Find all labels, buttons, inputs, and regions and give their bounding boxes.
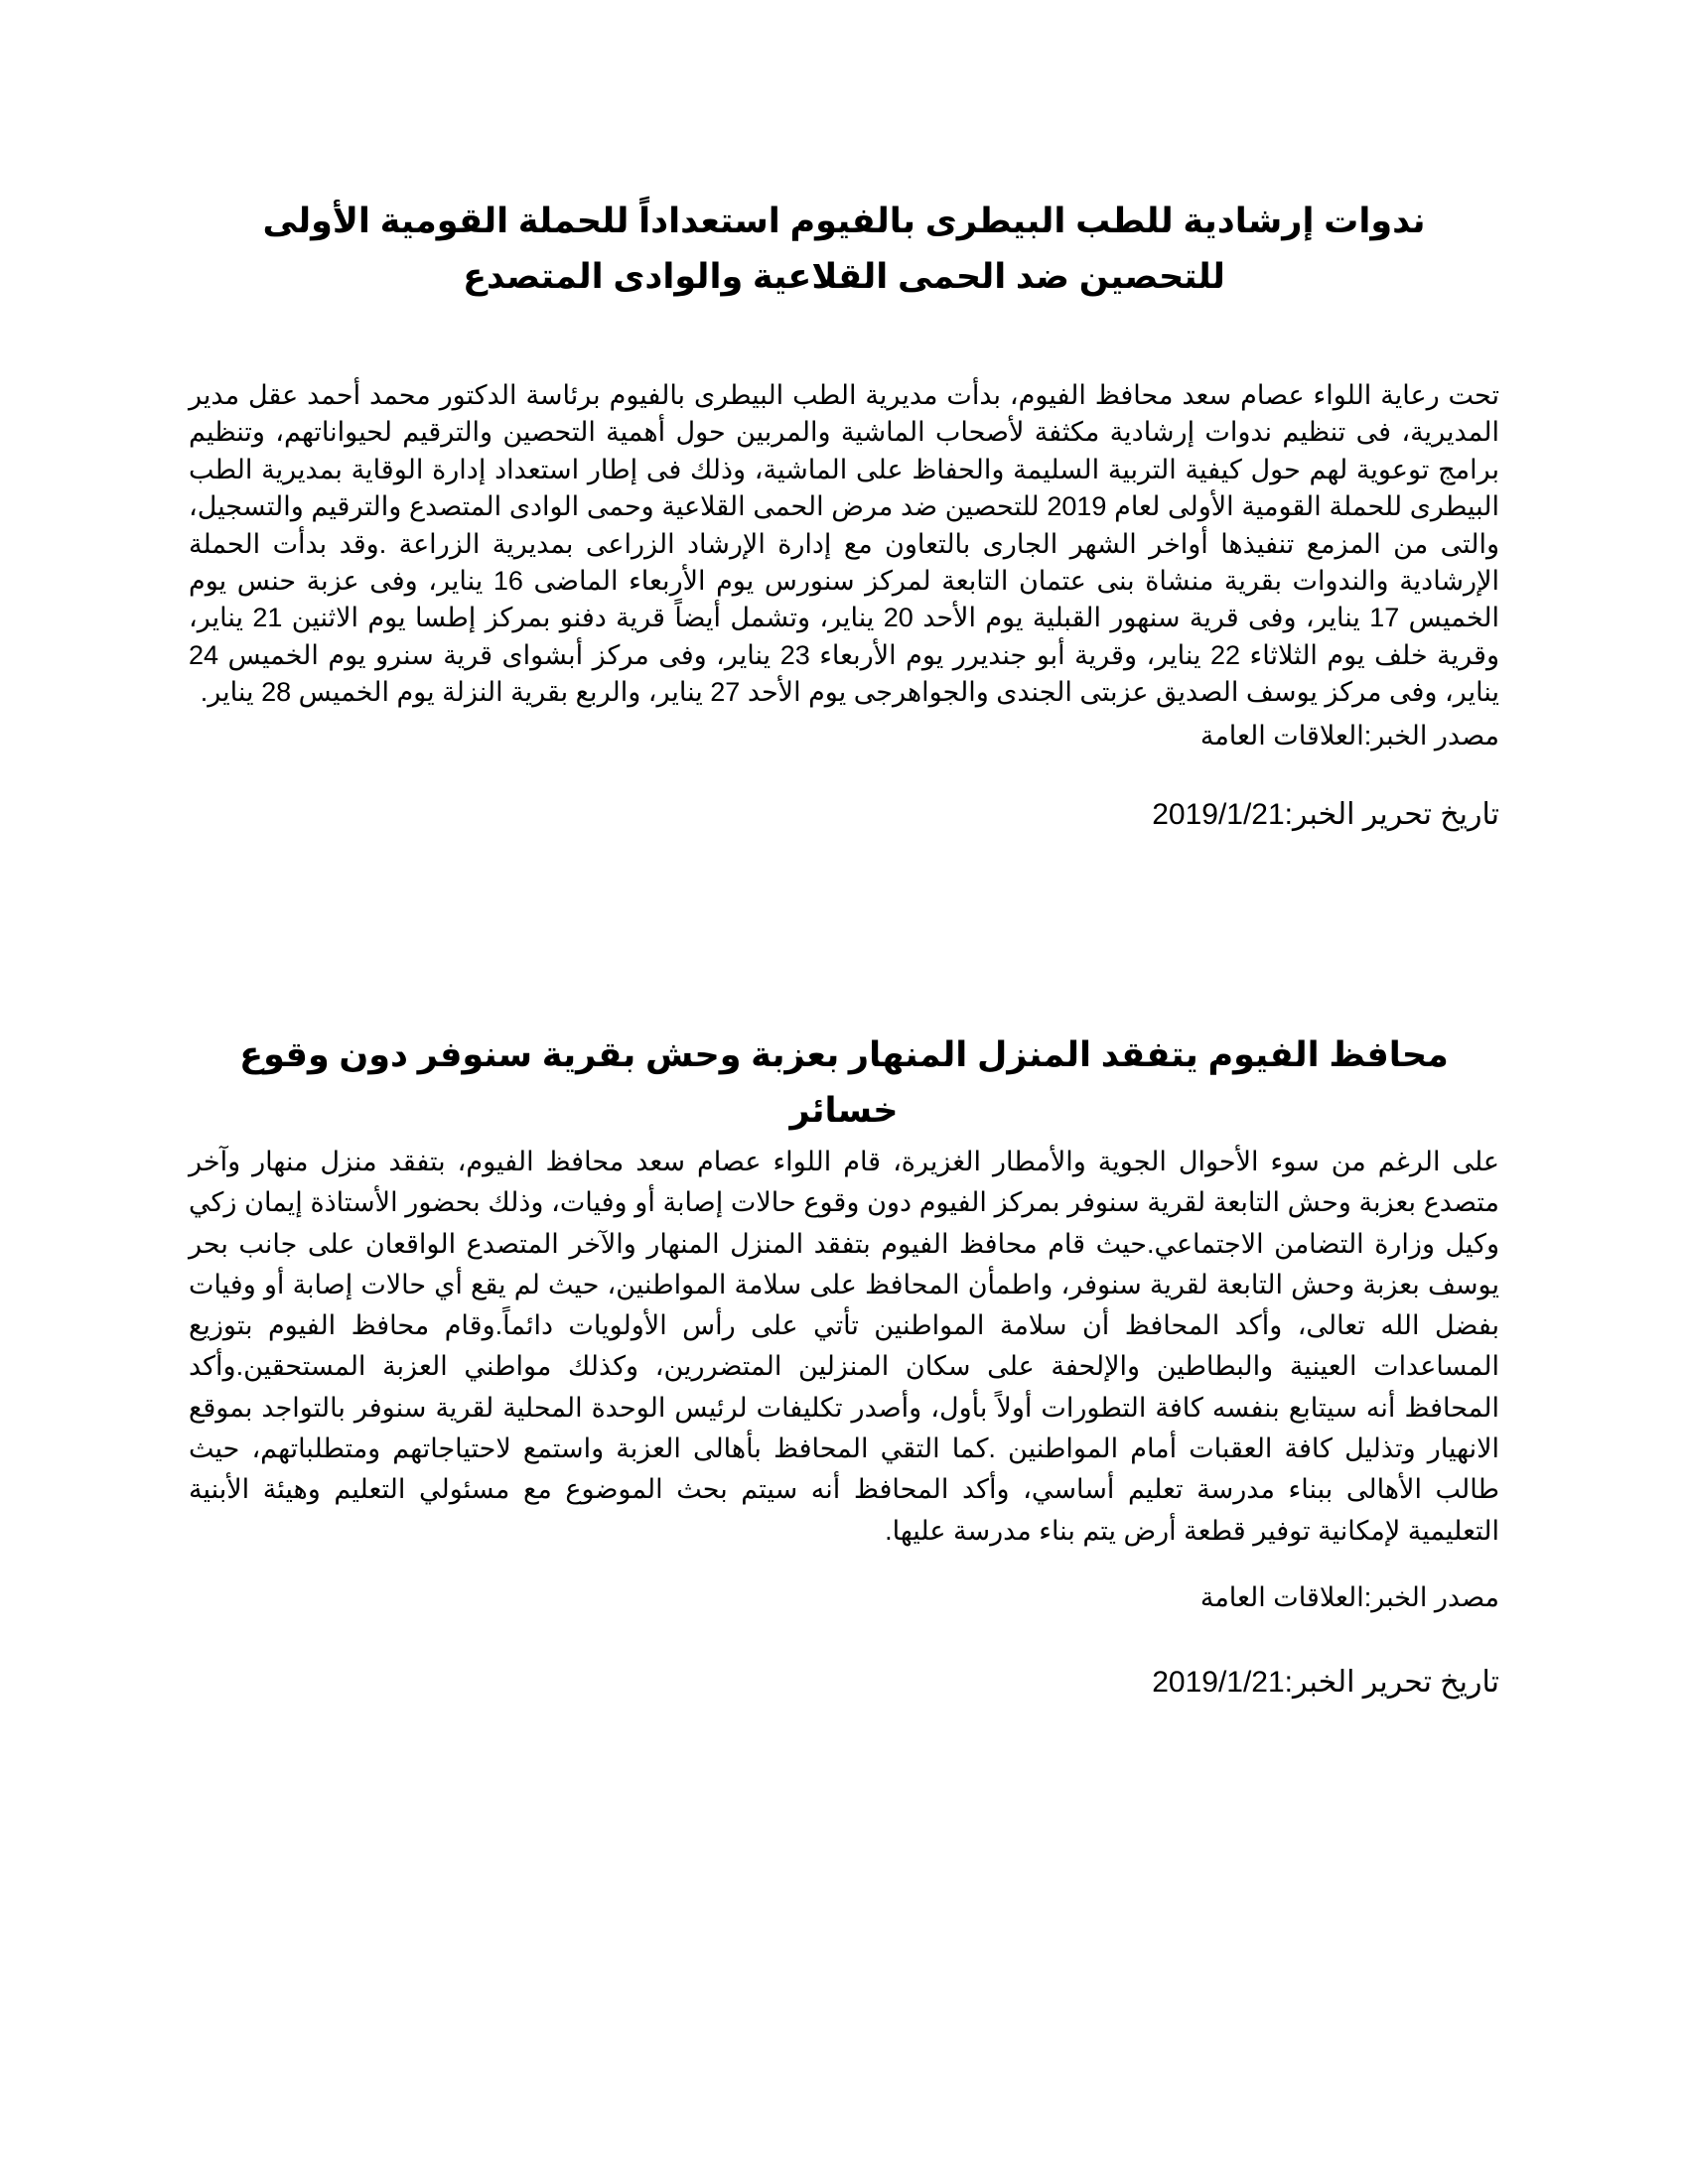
article-2-date: تاريخ تحرير الخبر:2019/1/21: [1152, 1665, 1499, 1699]
article-1-body-section: [189, 377, 1499, 833]
article-1-source: مصدر الخبر:العلاقات العامة: [1199, 720, 1499, 751]
article-1-headline: ندوات إرشادية للطب البيطرى بالفيوم استعداداً للحملة القومية الأولى للتحصين ضد الحمى القلاعية والوادى المتصدع: [262, 202, 1426, 296]
document-page: [189, 0, 1499, 2184]
article-1-paragraph: تحت رعاية اللواء عصام سعد محافظ الفيوم، بدأت مديرية الطب البيطرى بالفيوم برئاسة الدكتور محمد أحمد عقل مدير المديرية، فى تنظيم ندوات إرشادية مكثفة لأصحاب الماشية والمربين حول أهمية التحصين والترقيم لحيواناتهم، وتنظيم برامج توعوية لهم حول كيفية التربية السليمة والحفاظ على الماشية، وذلك فى إطار استعداد إدارة الوقاية بمديرية الطب البيطرى للحملة القومية الأولى لعام 2019 للتحصين ضد مرض الحمى القلاعية وحمى الوادى المتصدع والترقيم والتسجيل، والتى من المزمع تنفيذها أواخر الشهر الجارى بالتعاون مع إدارة الإرشاد الزراعى بمديرية الزراعة .وقد بدأت الحملة الإرشادية والندوات بقرية منشاة بنى عتمان التابعة لمركز سنورس يوم الأربعاء الماضى 16 يناير، وفى عزبة حنس يوم الخميس 17 يناير، وفى قرية سنهور القبلية يوم الأحد 20 يناير، وتشمل أيضاً قرية دفنو بمركز إطسا يوم الاثنين 21 يناير، وقرية خلف يوم الثلاثاء 22 يناير، وقرية أبو جنديرر يوم الأربعاء 23 يناير، وفى مركز أبشواى قرية سنرو يوم الخميس 24 يناير، وفى مركز يوسف الصديق عزبتى الجندى والجواهرجى يوم الأحد 27 يناير، والربع بقرية النزلة يوم الخميس 28 يناير.: [189, 380, 1499, 708]
news-article-1: [189, 194, 1499, 831]
article-2-paragraph: على الرغم من سوء الأحوال الجوية والأمطار الغزيرة، قام اللواء عصام سعد محافظ الفيوم، بتفقد منزل منهار وآخر متصدع بعزبة وحش التابعة لقرية سنوفر بمركز الفيوم دون وقوع حالات إصابة أو وفيات، وذلك بحضور الأستاذة إيمان زكي وكيل وزارة التضامن الاجتماعي.حيث قام محافظ الفيوم بتفقد المنزل المنهار والآخر المتصدع الواقعان على جانب بحر يوسف بعزبة وحش التابعة لقرية سنوفر، واطمأن المحافظ على سلامة المواطنين، حيث لم يقع أي حالات إصابة أو وفيات بفضل الله تعالى، وأكد المحافظ أن سلامة المواطنين تأتي على رأس الأولويات دائماً.وقام محافظ الفيوم بتوزيع المساعدات العينية والبطاطين والإلحفة على سكان المنزلين المتضررين، وكذلك مواطني العزبة المستحقين.وأكد المحافظ أنه سيتابع بنفسه كافة التطورات أولاً بأول، وأصدر تكليفات لرئيس الوحدة المحلية لقرية سنوفر بالتواجد بموقع الانهيار وتذليل كافة العقبات أمام المواطنين .كما التقي المحافظ بأهالى العزبة واستمع لاحتياجاتهم ومتطلباتهم، حيث طالب الأهالى ببناء مدرسة تعليم أساسي، وأكد المحافظ أنه سيتم بحث الموضوع مع مسئولي التعليم وهيئة الأبنية التعليمية لإمكانية توفير قطعة أرض يتم بناء مدرسة عليها.: [189, 1147, 1499, 1546]
article-1-date: تاريخ تحرير الخبر:2019/1/21: [1152, 797, 1499, 831]
article-2-headline: محافظ الفيوم يتفقد المنزل المنهار بعزبة وحش بقرية سنوفر دون وقوع خسائر: [239, 1035, 1449, 1130]
article-2-body-section: [189, 1142, 1499, 1701]
article-2-source: مصدر الخبر:العلاقات العامة: [1199, 1581, 1499, 1612]
news-article-2: [189, 1027, 1499, 1699]
